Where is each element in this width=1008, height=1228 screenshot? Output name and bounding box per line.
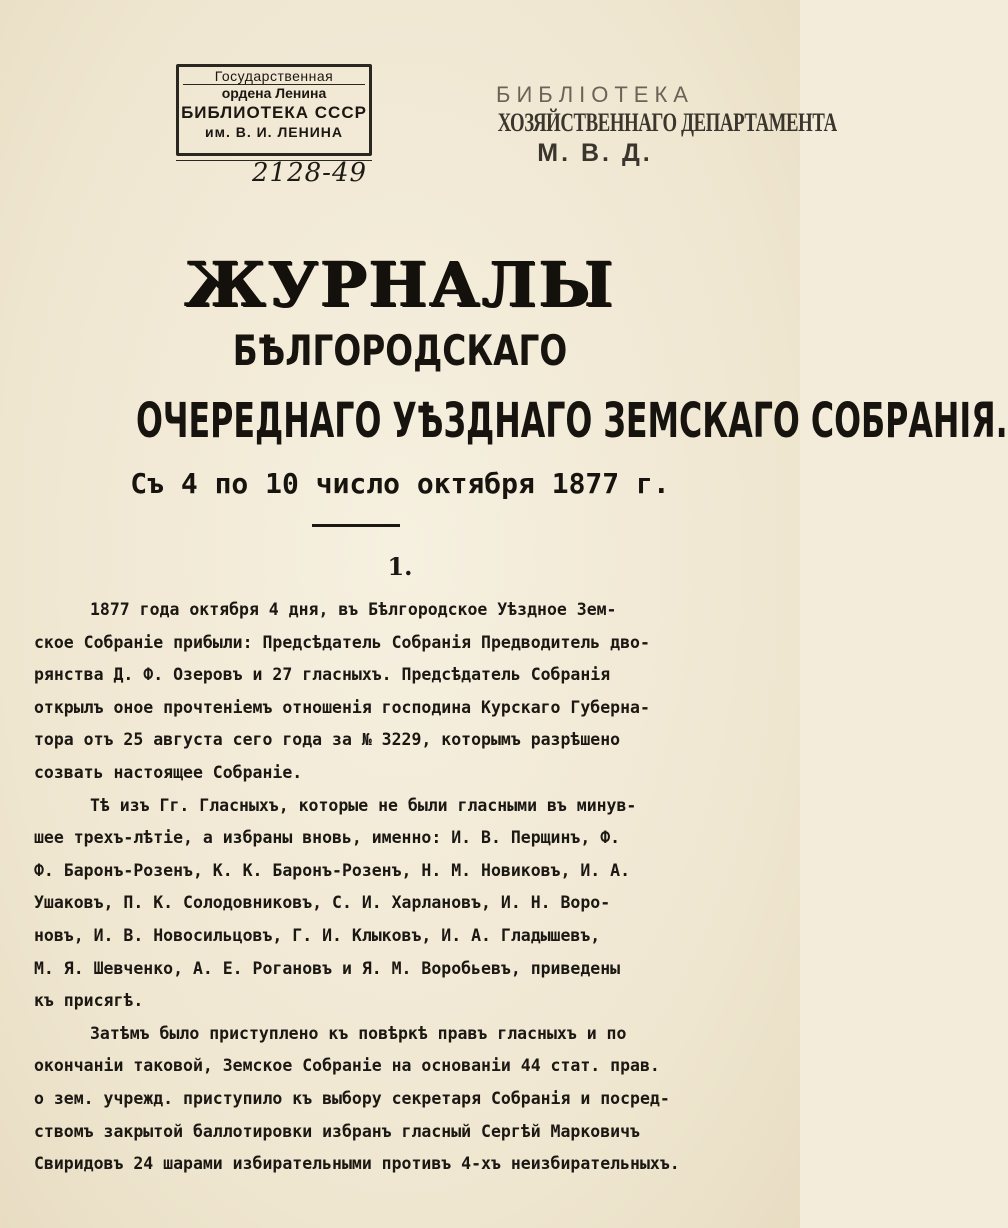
body-line: созвать настоящее Собраніе.	[34, 762, 303, 782]
stamp-line-3: БИБЛИОТЕКА СССР	[181, 103, 367, 122]
body-line: открылъ оное прочтеніемъ отношенія господина Курскаго Губерна-	[34, 697, 650, 717]
body-line: Свиридовъ 24 шарами избирательными противъ 4-хъ неизбирательныхъ.	[34, 1154, 680, 1174]
body-line: Затѣмъ было приступлено къ повѣркѣ правъ гласныхъ и по	[90, 1023, 627, 1043]
body-line: шее трехъ-лѣтіе, а избраны вновь, именно: И. В. Перщинъ, Ф.	[34, 828, 621, 848]
library-stamp	[176, 64, 372, 156]
body-line: о зем. учрежд. приступило къ выбору секретаря Собранія и посред-	[34, 1088, 670, 1108]
section-number: 1.	[387, 552, 413, 581]
body-line: 1877 года октября 4 дня, въ Бѣлгородское Уѣздное Зем-	[90, 600, 617, 619]
body-line: ское Собраніе прибыли: Предсѣдатель Собранія Предводитель дво-	[34, 632, 650, 652]
body-text	[34, 594, 710, 1181]
dept-stamp-line-3: М. В. Д.	[537, 139, 653, 167]
body-line: Ушаковъ, П. К. Солодовниковъ, С. И. Харлановъ, И. Н. Воро-	[34, 893, 611, 913]
body-line: Ф. Баронъ-Розенъ, К. К. Баронъ-Розенъ, Н. М. Новиковъ, И. А.	[34, 860, 631, 880]
body-line: къ присягѣ.	[34, 991, 144, 1011]
body-line: М. Я. Шевченко, А. Е. Рогановъ и Я. М. Воробьевъ, приведены	[34, 958, 621, 978]
body-line: новъ, И. В. Новосильцовъ, Г. И. Клыковъ, И. А. Гладышевъ,	[34, 925, 601, 945]
title-dates: Съ 4 по 10 число октября 1877 г.	[130, 467, 670, 500]
dept-stamp-line-2: ХОЗЯЙСТВЕННАГО ДЕПАРТАМЕНТА	[497, 108, 837, 137]
divider-rule	[312, 524, 400, 527]
stamp-line-4: им. В. И. ЛЕНИНА	[204, 124, 344, 140]
body-line: тора отъ 25 августа сего года за № 3229, которымъ разрѣшено	[34, 730, 621, 750]
dept-stamp-line-1: БИБЛІОТЕКА	[496, 82, 694, 107]
stamp-line-2: ордена Ленина	[221, 85, 327, 101]
shelfmark: 2128-49	[252, 158, 368, 188]
title-subtitle-2: ОЧЕРЕДНАГО УѢЗДНАГО ЗЕМСКАГО СОБРАНІЯ.	[136, 393, 1008, 449]
body-line: Тѣ изъ Гг. Гласныхъ, которые не были гласными въ минув-	[90, 795, 637, 815]
title-main: ЖУРНАЛЫ	[184, 248, 616, 321]
body-line: рянства Д. Ф. Озеровъ и 27 гласныхъ. Предсѣдатель Собранія	[34, 665, 611, 685]
body-line: ствомъ закрытой баллотировки избранъ гласный Сергѣй Марковичъ	[34, 1121, 640, 1141]
body-line: окончаніи таковой, Земское Собраніе на основаніи 44 стат. прав.	[34, 1056, 660, 1076]
department-library-stamp	[460, 82, 837, 168]
title-subtitle-1: БѢЛГОРОДСКАГО	[232, 326, 568, 375]
stamp-line-1: Государственная	[183, 68, 365, 85]
